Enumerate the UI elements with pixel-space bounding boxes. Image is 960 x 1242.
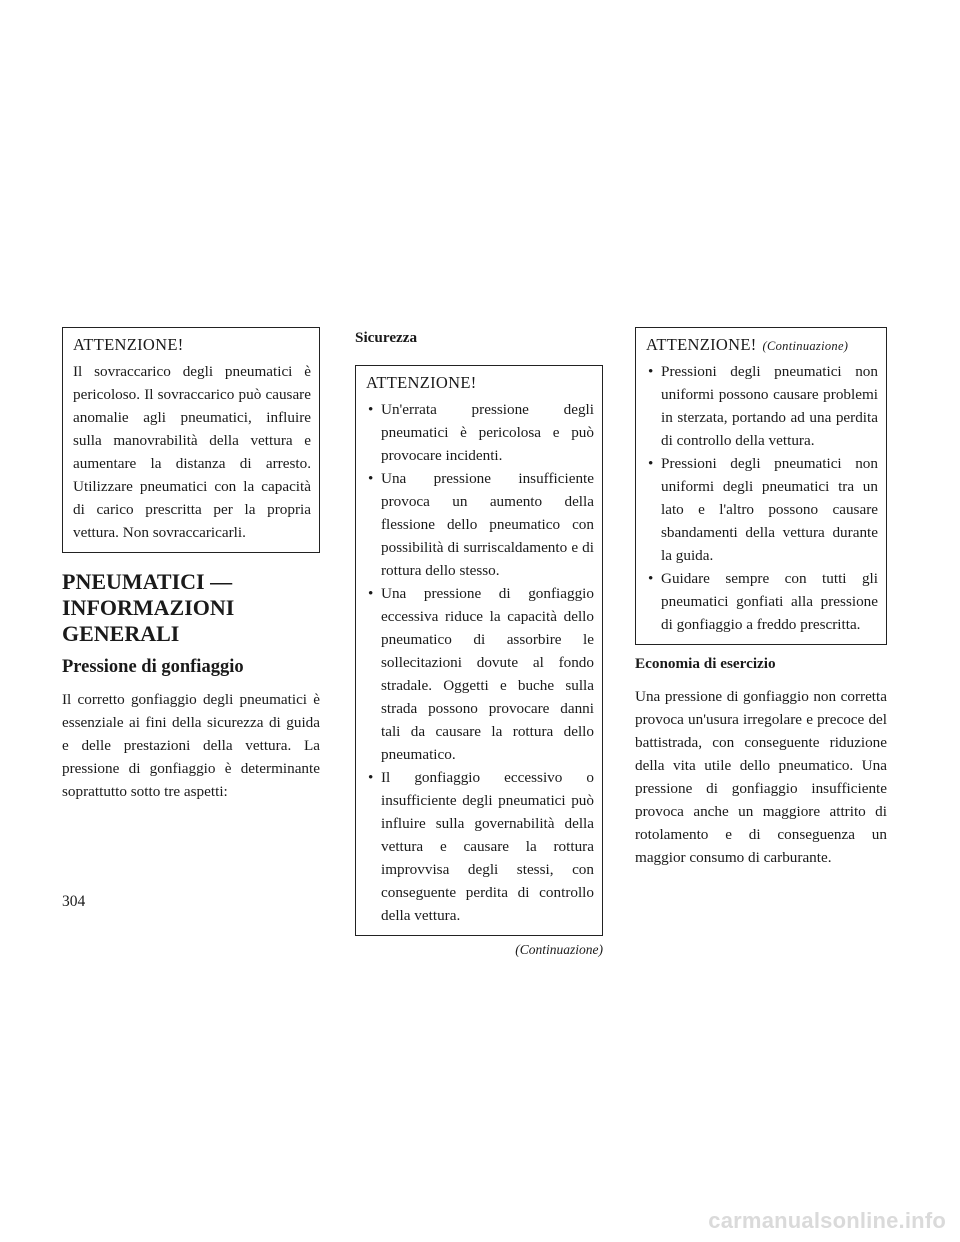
left-column xyxy=(62,327,320,803)
economy-paragraph: Una pressione di gonfiaggio non corretta provoca un'usura irregolare e precoce del battistrada, con conseguente riduzione della vita utile dello pneumatico. Una pressione di gonfiaggio insufficiente provoca anche un maggiore attrito di rotolamento e di conseguenza un maggior consumo di carburante. xyxy=(635,688,887,867)
right-column xyxy=(635,327,887,869)
overload-warning-box xyxy=(62,327,320,553)
list-item: • Una pressione di gonfiaggio eccessiva riduce la capacità dello pneumatico di assorbire le sollecitazioni dovute al fondo stradale. Oggetti e buche sulla strada possono provocare danni tali da causare la rottura dello pneumatico. xyxy=(366,582,594,766)
watermark: carmanualsonline.info xyxy=(708,1208,946,1233)
section-title-line-2: INFORMAZIONI xyxy=(62,595,235,621)
list-item: • Un'errata pressione degli pneumatici è pericolosa e può provocare incidenti. xyxy=(366,398,594,467)
economy-heading: Economia di esercizio xyxy=(635,655,776,673)
warning-title: ATTENZIONE! xyxy=(73,335,184,354)
warning-text: Il sovraccarico degli pneumatici è pericoloso. Il sovraccarico può causare anomalie agli pneumatici, influire sulla manovrabilità della vettura e aumentare la distanza di arresto. Utilizzare pneumatici con la capacità di carico prescritta per la propria vettura. Non sovraccaricarli. xyxy=(73,363,311,542)
subsection-title: Pressione di gonfiaggio xyxy=(62,657,244,678)
warning-title: ATTENZIONE! xyxy=(366,373,477,392)
warning-list xyxy=(646,360,878,636)
page-number: 304 xyxy=(62,893,86,910)
warning-title xyxy=(646,334,878,355)
section-title-line-1: PNEUMATICI — xyxy=(62,569,233,595)
middle-column xyxy=(355,327,603,958)
list-item: • Pressioni degli pneumatici non uniformi degli pneumatici tra un lato e l'altro possono causare sbandamenti della vettura durante la guida. xyxy=(646,452,878,567)
safety-heading: Sicurezza xyxy=(355,329,418,346)
warning-title-continuation: (Continuazione) xyxy=(762,339,849,353)
list-item: • Pressioni degli pneumatici non uniformi possono causare problemi in sterzata, portando ad una perdita di controllo della vettura. xyxy=(646,360,878,452)
list-item: • Il gonfiaggio eccessivo o insufficiente degli pneumatici può influire sulla governabilità della vettura e causare la rottura improvvisa degli stessi, con conseguente perdita di controllo della vettura. xyxy=(366,766,594,927)
continued-warning-box xyxy=(635,327,887,645)
list-item: • Una pressione insufficiente provoca un aumento della flessione dello pneumatico con possibilità di surriscaldamento e di rottura dello stesso. xyxy=(366,467,594,582)
section-title-line-3: GENERALI xyxy=(62,621,180,647)
intro-paragraph: Il corretto gonfiaggio degli pneumatici è essenziale ai fini della sicurezza di guida e delle prestazioni della vettura. La pressione di gonfiaggio è determinante soprattutto sotto tre aspetti: xyxy=(62,691,320,801)
warning-title-text: ATTENZIONE! xyxy=(646,335,757,354)
list-item: • Guidare sempre con tutti gli pneumatici gonfiati alla pressione di gonfiaggio a freddo prescritta. xyxy=(646,567,878,636)
continuation-note: (Continuazione) xyxy=(515,942,603,958)
pressure-warning-box xyxy=(355,365,603,936)
warning-list xyxy=(366,398,594,927)
section-title xyxy=(62,569,320,647)
